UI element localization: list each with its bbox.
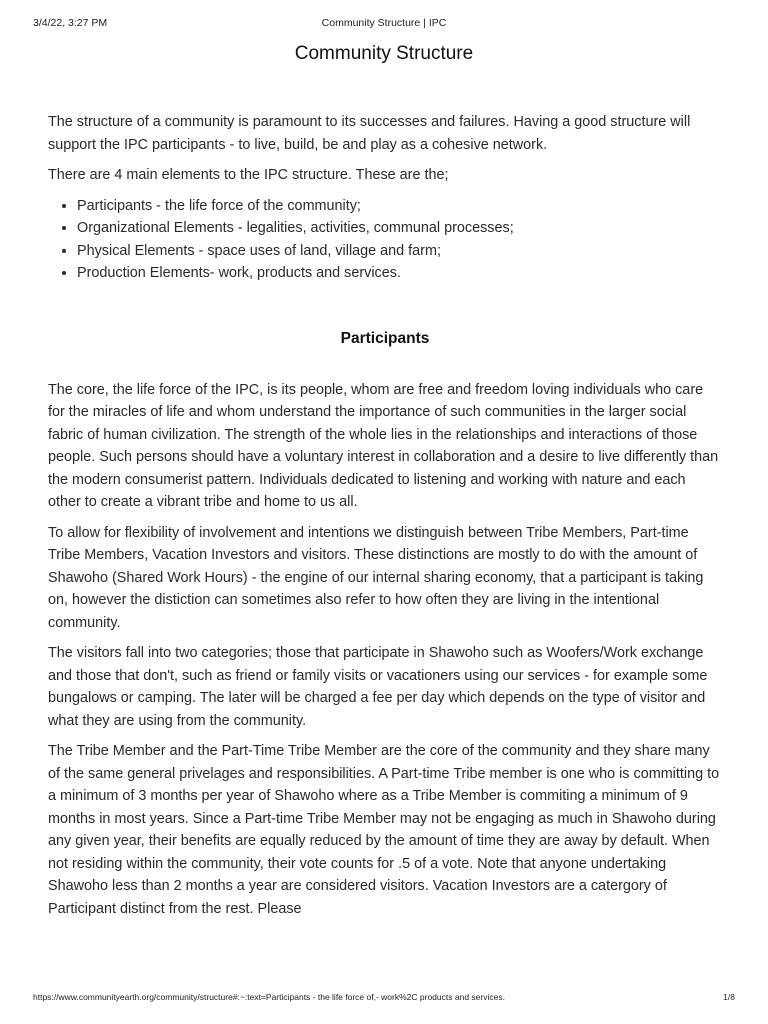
list-item: • Participants - the life force of the community;	[77, 195, 722, 218]
section-heading-participants: Participants	[340, 329, 430, 347]
participants-paragraph: To allow for flexibility of involvement and intentions we distinguish between Tribe Members, Part-time Tribe Members, Vacation Investors and visitors. These distinctions are mostly to do with the amount of Shawoho (Shared Work Hours) - the engine of our internal sharing economy, that a participant is taking on, however the distiction can sometimes also refer to how often they are living in the intentional community.	[48, 524, 704, 631]
intro-paragraph: The structure of a community is paramount to its successes and failures. Having a good structure will support the IPC participants - to live, build, be and play as a cohesive network.	[48, 114, 691, 153]
page-title: Community Structure	[294, 43, 474, 64]
elements-list	[48, 195, 722, 285]
print-url: https://www.communityearth.org/community/structure#:~:text=Participants - the life force of,- work%2C products and services.	[33, 992, 505, 1002]
list-item: • Production Elements- work, products and services.	[77, 262, 722, 285]
list-item: • Physical Elements - space uses of land, village and farm;	[77, 240, 722, 263]
participants-paragraph: The Tribe Member and the Part-Time Tribe Member are the core of the community and they share many of the same general privelages and responsibilities. A Part-time Tribe member is one who is committing to a minimum of 3 months per year of Shawoho where as a Tribe Member is commiting a minimum of 9 months in most years. Since a Part-time Tribe Member may not be engaging as much in Shawoho during any given year, their benefits are equally reduced by the amount of time they are away by default. When not residing within the community, their vote counts for .5 of a vote. Note that anyone undertaking Shawoho less than 2 months a year are considered visitors. Vacation Investors are a catergory of Participant distinct from the rest. Please	[48, 743, 720, 917]
participants-paragraph: The core, the life force of the IPC, is its people, whom are free and freedom loving individuals who care for the miracles of life and whom understand the importance of such communities in the larger social fabric of human civilization. The strength of the whole lies in the relationships and interactions of those people. Such persons should have a voluntary interest in collaboration and a desire to live differently than the modern consumerist pattern. Individuals dedicated to listening and working with nature and each other to create a vibrant tribe and home to us all.	[48, 381, 719, 510]
print-document-title: Community Structure | IPC	[321, 17, 447, 29]
print-date: 3/4/22, 3:27 PM	[33, 17, 108, 29]
intro-elements-paragraph: There are 4 main elements to the IPC structure. These are the;	[48, 167, 449, 183]
list-item: • Organizational Elements - legalities, activities, communal processes;	[77, 217, 722, 240]
participants-paragraph: The visitors fall into two categories; those that participate in Shawoho such as Woofers/Work exchange and those that don't, such as friend or family visits or vacationers using our services - for example some bungalows or camping. The later will be charged a fee per day which depends on the type of visitor and what they are using from the community.	[48, 645, 708, 729]
article-content	[48, 111, 722, 928]
page-number: 1/8	[723, 992, 735, 1002]
print-header	[33, 17, 735, 31]
print-footer	[33, 992, 735, 1006]
